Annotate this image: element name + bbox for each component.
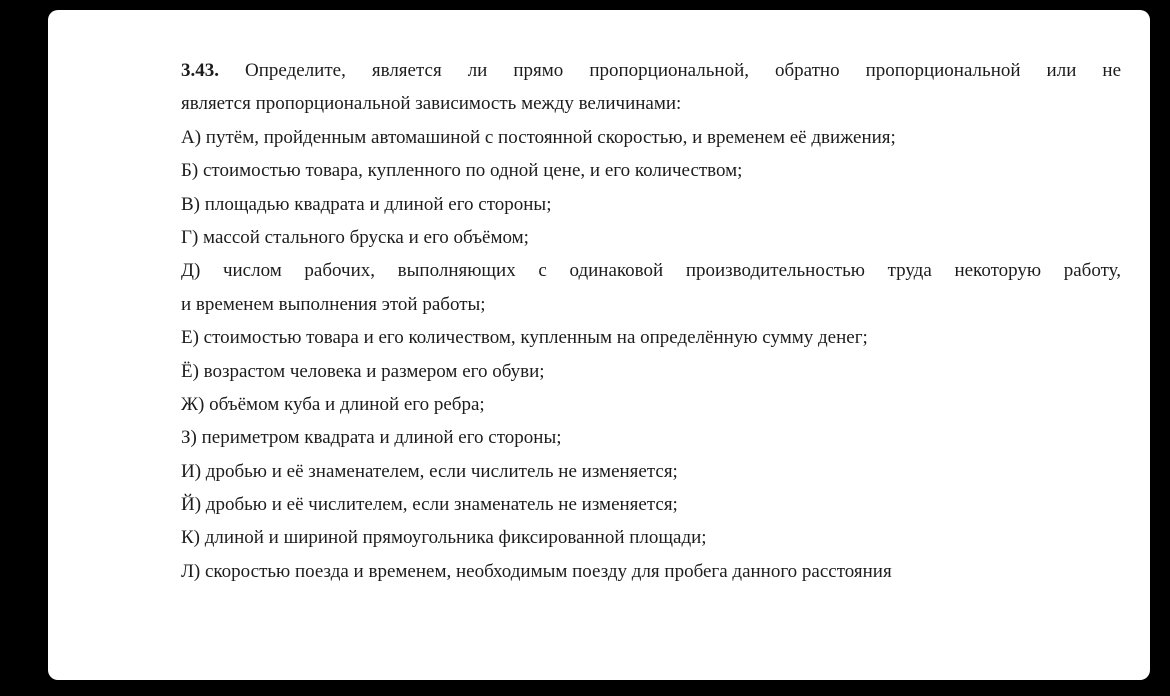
item-g: Г) массой стального бруска и его объёмом; xyxy=(181,226,529,248)
problem-3-43 xyxy=(181,54,1121,588)
item-yo: Ё) возрастом человека и размером его обуви; xyxy=(181,360,545,382)
problem-number: 3.43. xyxy=(181,60,219,81)
problem-intro-text: Определите, является ли прямо пропорциональной, обратно пропорциональной или не xyxy=(245,60,1121,81)
item-e: Е) стоимостью товара и его количеством, купленным на определённую сумму денег; xyxy=(181,327,868,349)
item-i-kratkoe: Й) дробью и её числителем, если знаменатель не изменяется; xyxy=(181,494,678,516)
item-l: Л) скоростью поезда и временем, необходимым поезду для пробега данного расстояния xyxy=(181,560,892,582)
item-d-line-2: и временем выполнения этой работы; xyxy=(181,293,486,315)
item-b: Б) стоимостью товара, купленного по одной цене, и его количеством; xyxy=(181,160,743,182)
item-v: В) площадью квадрата и длиной его стороны; xyxy=(181,193,552,215)
bottom-black-bar xyxy=(0,680,1170,696)
document-page xyxy=(48,10,1150,680)
item-d-line-1: Д) числом рабочих, выполняющих с одинаковой производительностью труда некоторую работу, xyxy=(181,260,1121,282)
item-a: А) путём, пройденным автомашиной с постоянной скоростью, и временем её движения; xyxy=(181,126,896,148)
item-zh: Ж) объёмом куба и длиной его ребра; xyxy=(181,393,485,415)
item-k: К) длиной и шириной прямоугольника фиксированной площади; xyxy=(181,527,707,549)
item-z: З) периметром квадрата и длиной его стороны; xyxy=(181,427,562,449)
problem-intro-line-1 xyxy=(181,54,1121,87)
problem-intro-line-2: является пропорциональной зависимость между величинами: xyxy=(181,93,682,115)
item-i: И) дробью и её знаменателем, если числитель не изменяется; xyxy=(181,460,678,482)
